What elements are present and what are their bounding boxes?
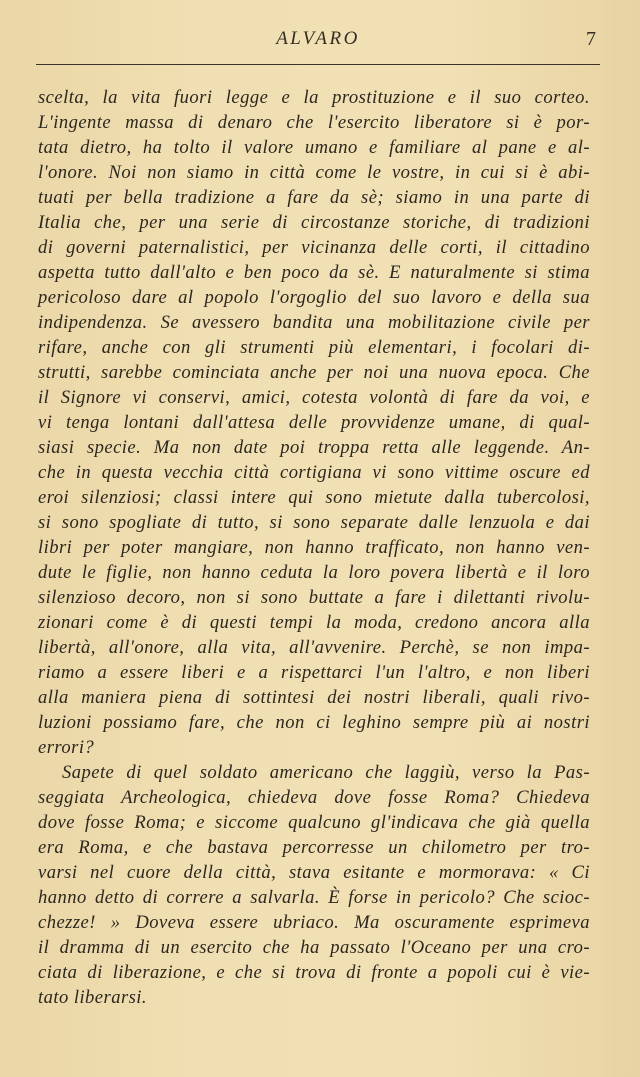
page-header	[36, 26, 600, 65]
text-line: strutti, sarebbe cominciata anche per noi una nuova epoca. Che	[38, 362, 590, 383]
paragraph-2	[38, 760, 590, 1010]
text-line: rifare, anche con gli strumenti più elementari, i focolari di-	[38, 337, 590, 358]
text-line: errori?	[38, 737, 95, 758]
text-line: silenzioso decoro, non si sono buttate a fare i dilettanti rivolu-	[38, 587, 590, 608]
text-line: alla maniera piena di sottintesi dei nostri liberali, quali rivo-	[38, 687, 590, 708]
text-line: si sono spogliate di tutto, si sono separate dalle lenzuola e dai	[38, 512, 590, 533]
text-line: pericoloso dare al popolo l'orgoglio del suo lavoro e della sua	[38, 287, 590, 308]
text-line: chezze! » Doveva essere ubriaco. Ma oscuramente esprimeva	[38, 912, 590, 933]
text-line: L'ingente massa di denaro che l'esercito liberatore si è por-	[38, 112, 590, 133]
text-line: che in questa vecchia città cortigiana vi sono vittime oscure ed	[38, 462, 590, 483]
text-line: Italia che, per una serie di circostanze storiche, di tradizioni	[38, 212, 590, 233]
text-line: Sapete di quel soldato americano che laggiù, verso la Pas-	[62, 762, 590, 783]
text-line: eroi silenziosi; classi intere qui sono mietute dalla tubercolosi,	[38, 487, 590, 508]
text-line: vi tenga lontani dall'attesa delle provvidenze umane, di qual-	[38, 412, 590, 433]
text-line: siasi specie. Ma non date poi troppa retta alle leggende. An-	[38, 437, 590, 458]
text-line: aspetta tutto dall'alto e ben poco da sè. E naturalmente si stima	[38, 262, 590, 283]
text-line: tuati per bella tradizione a fare da sè; siamo in una parte di	[38, 187, 590, 208]
text-line: tato liberarsi.	[38, 987, 148, 1008]
paragraph-1	[38, 85, 590, 760]
text-line: dove fosse Roma; e siccome qualcuno gl'indicava che già quella	[38, 812, 590, 833]
text-line: l'onore. Noi non siamo in città come le vostre, in cui si è abi-	[38, 162, 590, 183]
text-line: hanno detto di correre a salvarla. È forse in pericolo? Che scioc-	[38, 887, 590, 908]
text-line: luzioni possiamo fare, che non ci leghino sempre più ai nostri	[38, 712, 590, 733]
page-number: 7	[586, 28, 596, 50]
text-line: dute le figlie, non hanno ceduta la loro povera libertà e il loro	[38, 562, 590, 583]
text-line: di governi paternalistici, per vicinanza delle corti, il cittadino	[38, 237, 590, 258]
text-line: seggiata Archeologica, chiedeva dove fosse Roma? Chiedeva	[38, 787, 590, 808]
text-line: scelta, la vita fuori legge e la prostituzione e il suo corteo.	[38, 87, 590, 108]
text-line: il dramma di un esercito che ha passato l'Oceano per una cro-	[38, 937, 590, 958]
text-line: varsi nel cuore della città, stava esitante e mormorava: « Ci	[38, 862, 590, 883]
text-line: libertà, all'onore, alla vita, all'avvenire. Perchè, se non impa-	[38, 637, 590, 658]
text-line: il Signore vi conservi, amici, cotesta volontà di fare da voi, e	[38, 387, 590, 408]
body-text	[38, 85, 590, 1010]
running-head: ALVARO	[276, 28, 360, 49]
text-line: tata dietro, ha tolto il valore umano e familiare al pane e al-	[38, 137, 590, 158]
text-line: libri per poter mangiare, non hanno trafficato, non hanno ven-	[38, 537, 590, 558]
text-line: era Roma, e che bastava percorresse un chilometro per tro-	[38, 837, 590, 858]
text-line: riamo a essere liberi e a rispettarci l'un l'altro, e non liberi	[38, 662, 590, 683]
text-line: ciata di liberazione, e che si trova di fronte a popoli cui è vie-	[38, 962, 590, 983]
text-line: zionari come è di questi tempi la moda, credono ancora alla	[38, 612, 590, 633]
text-line: indipendenza. Se avessero bandita una mobilitazione civile per	[38, 312, 590, 333]
